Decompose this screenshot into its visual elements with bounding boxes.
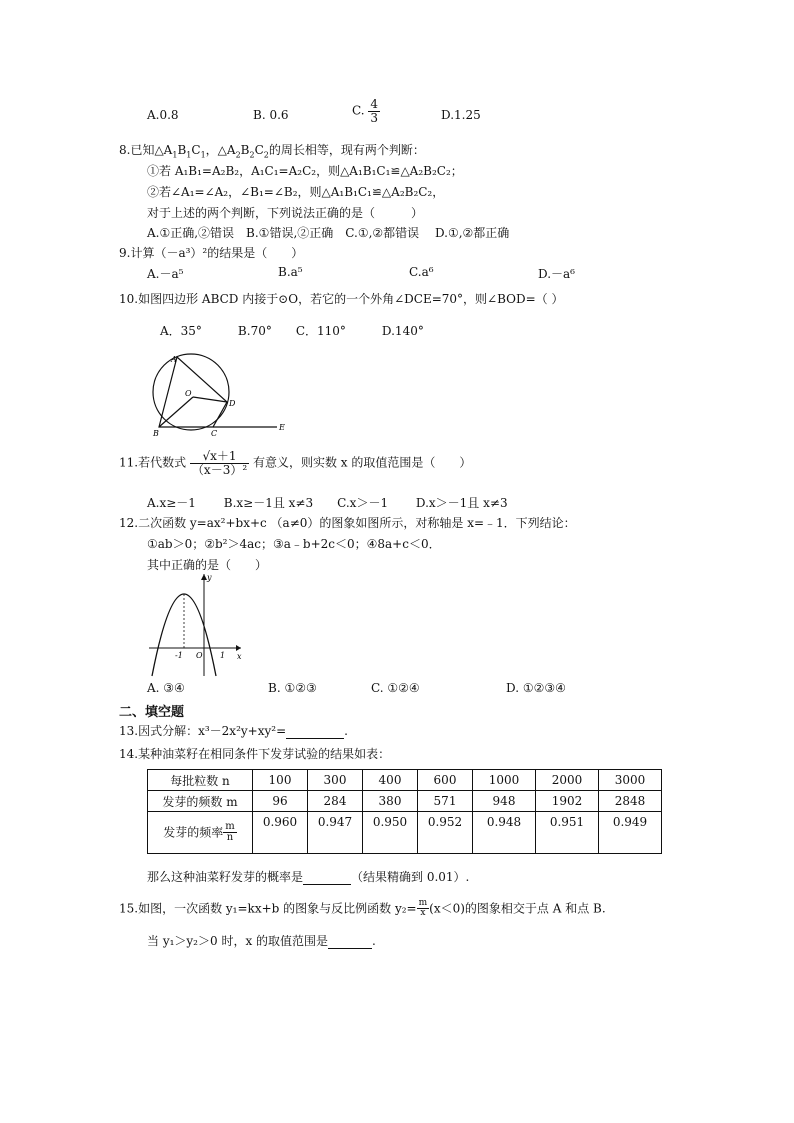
label-a: A	[171, 355, 177, 364]
q14-answer-blank[interactable]	[303, 870, 351, 885]
table-cell: 1000	[473, 770, 536, 791]
q12-option-c: C. ①②④	[371, 681, 420, 695]
fraction-denominator: x	[420, 908, 426, 919]
section-title: 二、填空题	[119, 705, 185, 720]
q12-question: 其中正确的是（ ）	[147, 558, 268, 572]
table-cell: 100	[253, 770, 308, 791]
segment-bo	[159, 397, 193, 427]
q10-circle-figure	[145, 352, 295, 442]
q13-stem: 13.因式分解：x³－2x²y+xy²= .	[119, 724, 348, 738]
fraction-denominator: 3	[370, 110, 379, 125]
q8-judgment-1: ①若 A₁B₁=A₂B₂，A₁C₁=A₂C₂，则△A₁B₁C₁≌△A₂B₂C₂；	[147, 164, 463, 178]
table-cell: 2000	[536, 770, 599, 791]
q15-answer-blank[interactable]	[328, 934, 372, 949]
q12-parabola-graph	[145, 572, 245, 680]
q8-question: 对于上述的两个判断，下列说法正确的是（ ）	[147, 206, 424, 220]
table-cell: 0.950	[363, 812, 418, 854]
q11-prefix: 11.若代数式	[119, 455, 187, 470]
label-b: B	[153, 429, 159, 438]
q9-stem: 9.计算（－a³）²的结果是（ ）	[119, 246, 304, 260]
q14-stem: 14.某种油菜籽在相同条件下发芽试验的结果如表：	[119, 747, 391, 761]
germination-table	[147, 769, 662, 854]
q15-question	[147, 932, 376, 949]
table-cell: 3000	[599, 770, 662, 791]
fraction-denominator: （x－3）²	[191, 462, 248, 477]
q12-option-b: B. ①②③	[268, 681, 317, 695]
q7-option-d: D.1.25	[441, 108, 481, 122]
label-neg1: -1	[175, 651, 183, 660]
table-cell: 0.951	[536, 812, 599, 854]
label-c: C	[211, 429, 218, 438]
q14-answer-suffix: （结果精确到 0.01）.	[351, 870, 470, 884]
q12-option-a: A. ③④	[147, 681, 185, 695]
q15-question-end: .	[372, 934, 376, 948]
q11-suffix: 有意义，则实数 x 的取值范围是（ ）	[252, 455, 472, 470]
m-over-n-fraction	[223, 822, 236, 844]
table-cell: 948	[473, 791, 536, 812]
table-cell: 300	[308, 770, 363, 791]
row-header: 每批粒数 n	[148, 770, 253, 791]
row-header	[148, 812, 253, 854]
fraction-denominator: n	[226, 832, 234, 843]
q15-question-text: 当 y₁＞y₂＞0 时，x 的取值范围是	[147, 934, 329, 948]
table-cell: 2848	[599, 791, 662, 812]
q15-stem-a: 15.如图，一次函数 y₁=kx+b 的图象与反比例函数 y₂=	[119, 901, 417, 916]
row-header: 发芽的频数 m	[148, 791, 253, 812]
fraction-numerator: 4	[370, 97, 379, 111]
fraction-numerator: m	[225, 820, 235, 832]
q9-option-b: B.a⁵	[278, 265, 303, 279]
q15-stem-b: (x＜0)的图象相交于点 A 和点 B.	[429, 901, 606, 916]
q7-option-c	[352, 98, 380, 124]
fraction-numerator: √x＋1	[190, 450, 249, 464]
q14-answer-line	[147, 868, 469, 885]
table-cell: 400	[363, 770, 418, 791]
table-cell: 0.949	[599, 812, 662, 854]
q12-conclusions: ①ab＞0；②b²＞4ac；③a﹣b+2c＜0；④8a+c＜0．	[147, 537, 441, 551]
q9-option-d: D.－a⁶	[538, 267, 575, 281]
q14-answer-prefix: 那么这种油菜籽发芽的概率是	[147, 870, 304, 884]
q13-answer-blank[interactable]	[286, 724, 344, 739]
label-e: E	[279, 423, 285, 432]
label-x: x	[237, 652, 242, 661]
q7-option-b: B. 0.6	[253, 108, 289, 122]
q7-option-a: A.0.8	[147, 108, 179, 122]
table-row	[148, 770, 662, 791]
q8-judgment-2: ②若∠A₁=∠A₂，∠B₁=∠B₂，则△A₁B₁C₁≌△A₂B₂C₂，	[147, 185, 445, 199]
q9-option-c: C.a⁶	[409, 265, 434, 279]
table-cell: 284	[308, 791, 363, 812]
q13-text: 13.因式分解：x³－2x²y+xy²=	[119, 724, 287, 738]
x-axis-arrow	[236, 645, 241, 651]
table-cell: 0.952	[418, 812, 473, 854]
label-y: y	[207, 573, 212, 582]
q8-stem-a: 8.已知△A	[119, 143, 173, 157]
q9-option-a: A.－a⁵	[147, 267, 184, 281]
label-o: O	[185, 389, 192, 398]
q15-stem	[119, 899, 606, 919]
label-origin: O	[196, 651, 203, 660]
fraction-numerator: m	[418, 898, 428, 908]
q8-stem-b: 的周长相等，现有两个判断：	[268, 143, 425, 157]
table-cell: 0.947	[308, 812, 363, 854]
q7-option-c-fraction	[368, 98, 380, 124]
q7-option-c-label: C.	[352, 103, 365, 118]
q12-option-d: D. ①②③④	[506, 681, 566, 695]
q10-stem: 10.如图四边形 ABCD 内接于⊙O，若它的一个外角∠DCE=70°，则∠BOD=（ ）	[119, 292, 564, 306]
table-cell: 600	[418, 770, 473, 791]
table-cell: 96	[253, 791, 308, 812]
q10-options: A．35° B.70° C．110° D.140°	[160, 324, 424, 338]
q11-options: A.x≥－1 B.x≥－1且 x≠3 C.x＞－1 D.x＞－1且 x≠3	[147, 496, 508, 510]
table-cell: 0.960	[253, 812, 308, 854]
table-cell: 571	[418, 791, 473, 812]
label-one: 1	[220, 651, 226, 660]
table-row	[148, 791, 662, 812]
q11-fraction	[190, 450, 249, 476]
quadrilateral-abcd	[159, 357, 227, 427]
row-header-text: 发芽的频率	[163, 825, 224, 839]
label-d: D	[229, 399, 236, 408]
q12-stem: 12.二次函数 y=ax²+bx+c （a≠0）的图象如图所示，对称轴是 x=﹣1．下列结论：	[119, 516, 576, 530]
table-cell: 380	[363, 791, 418, 812]
table-row	[148, 812, 662, 854]
m-over-x-fraction	[417, 899, 430, 919]
table-cell: 0.948	[473, 812, 536, 854]
q11-stem	[119, 450, 471, 476]
table-cell: 1902	[536, 791, 599, 812]
q8-options: A.①正确,②错误 B.①错误,②正确 C.①,②都错误 D.①,②都正确	[147, 226, 510, 240]
q8-stem: 8.已知$\triangle A_1B_1C_1$，$\triangle A_2B_2C_2$的周长相等，现有两个判断：	[119, 143, 425, 160]
